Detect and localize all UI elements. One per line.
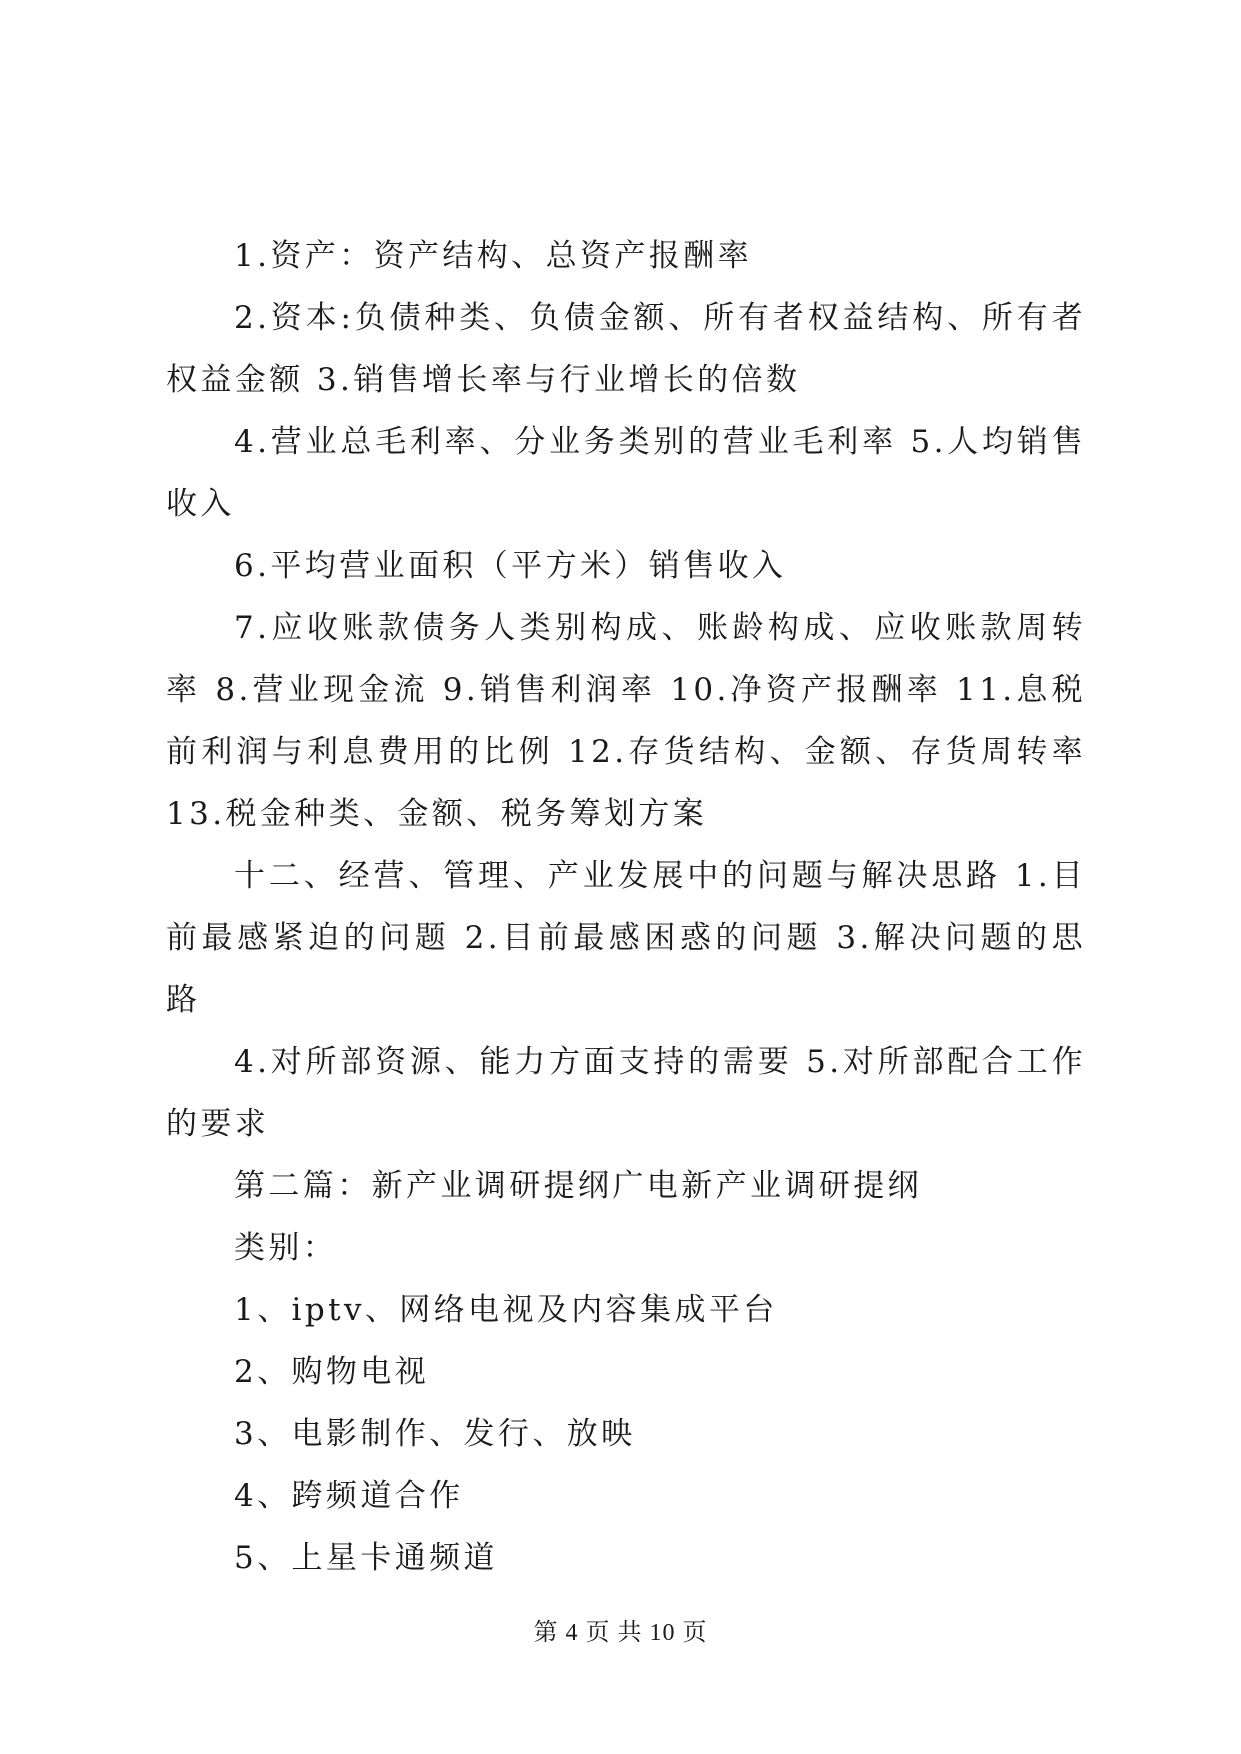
paragraph-problems-heading: 十二、经营、管理、产业发展中的问题与解决思路 1.目前最感紧迫的问题 2.目前最感困惑的问题 3.解决问题的思路 [166,858,1086,1018]
paragraph-asset: 1.资产：资产结构、总资产报酬率 [234,238,752,274]
paragraph-capital: 2.资本:负债种类、负债金额、所有者权益结构、所有者权益金额 3.销售增长率与行业增长的倍数 [166,300,1086,398]
paragraph-sales-per-area: 6.平均营业面积（平方米）销售收入 [234,548,787,584]
list-item: 2、购物电视 [234,1354,430,1390]
paragraph-support-needs: 4.对所部资源、能力方面支持的需要 5.对所部配合工作的要求 [166,1044,1086,1142]
list-item: 5、上星卡通频道 [234,1540,498,1576]
page-number-footer: 第 4 页 共 10 页 [533,1620,708,1646]
paragraph-receivables: 7.应收账款债务人类别构成、账龄构成、应收账款周转率 8.营业现金流 9.销售利润率 10.净资产报酬率 11.息税前利润与利息费用的比例 12.存货结构、金额、存货周转率 13.税金种类、金额、税务筹划方案 [166,610,1086,832]
document-body [166,225,1086,1589]
paragraph-gross-margin: 4.营业总毛利率、分业务类别的营业毛利率 5.人均销售收入 [166,424,1086,522]
list-item: 1、iptv、网络电视及内容集成平台 [234,1292,778,1328]
list-item: 4、跨频道合作 [234,1478,464,1514]
list-item: 3、电影制作、发行、放映 [234,1416,636,1452]
section-heading-second: 第二篇：新产业调研提纲广电新产业调研提纲 [234,1168,922,1204]
category-label: 类别： [234,1230,338,1266]
